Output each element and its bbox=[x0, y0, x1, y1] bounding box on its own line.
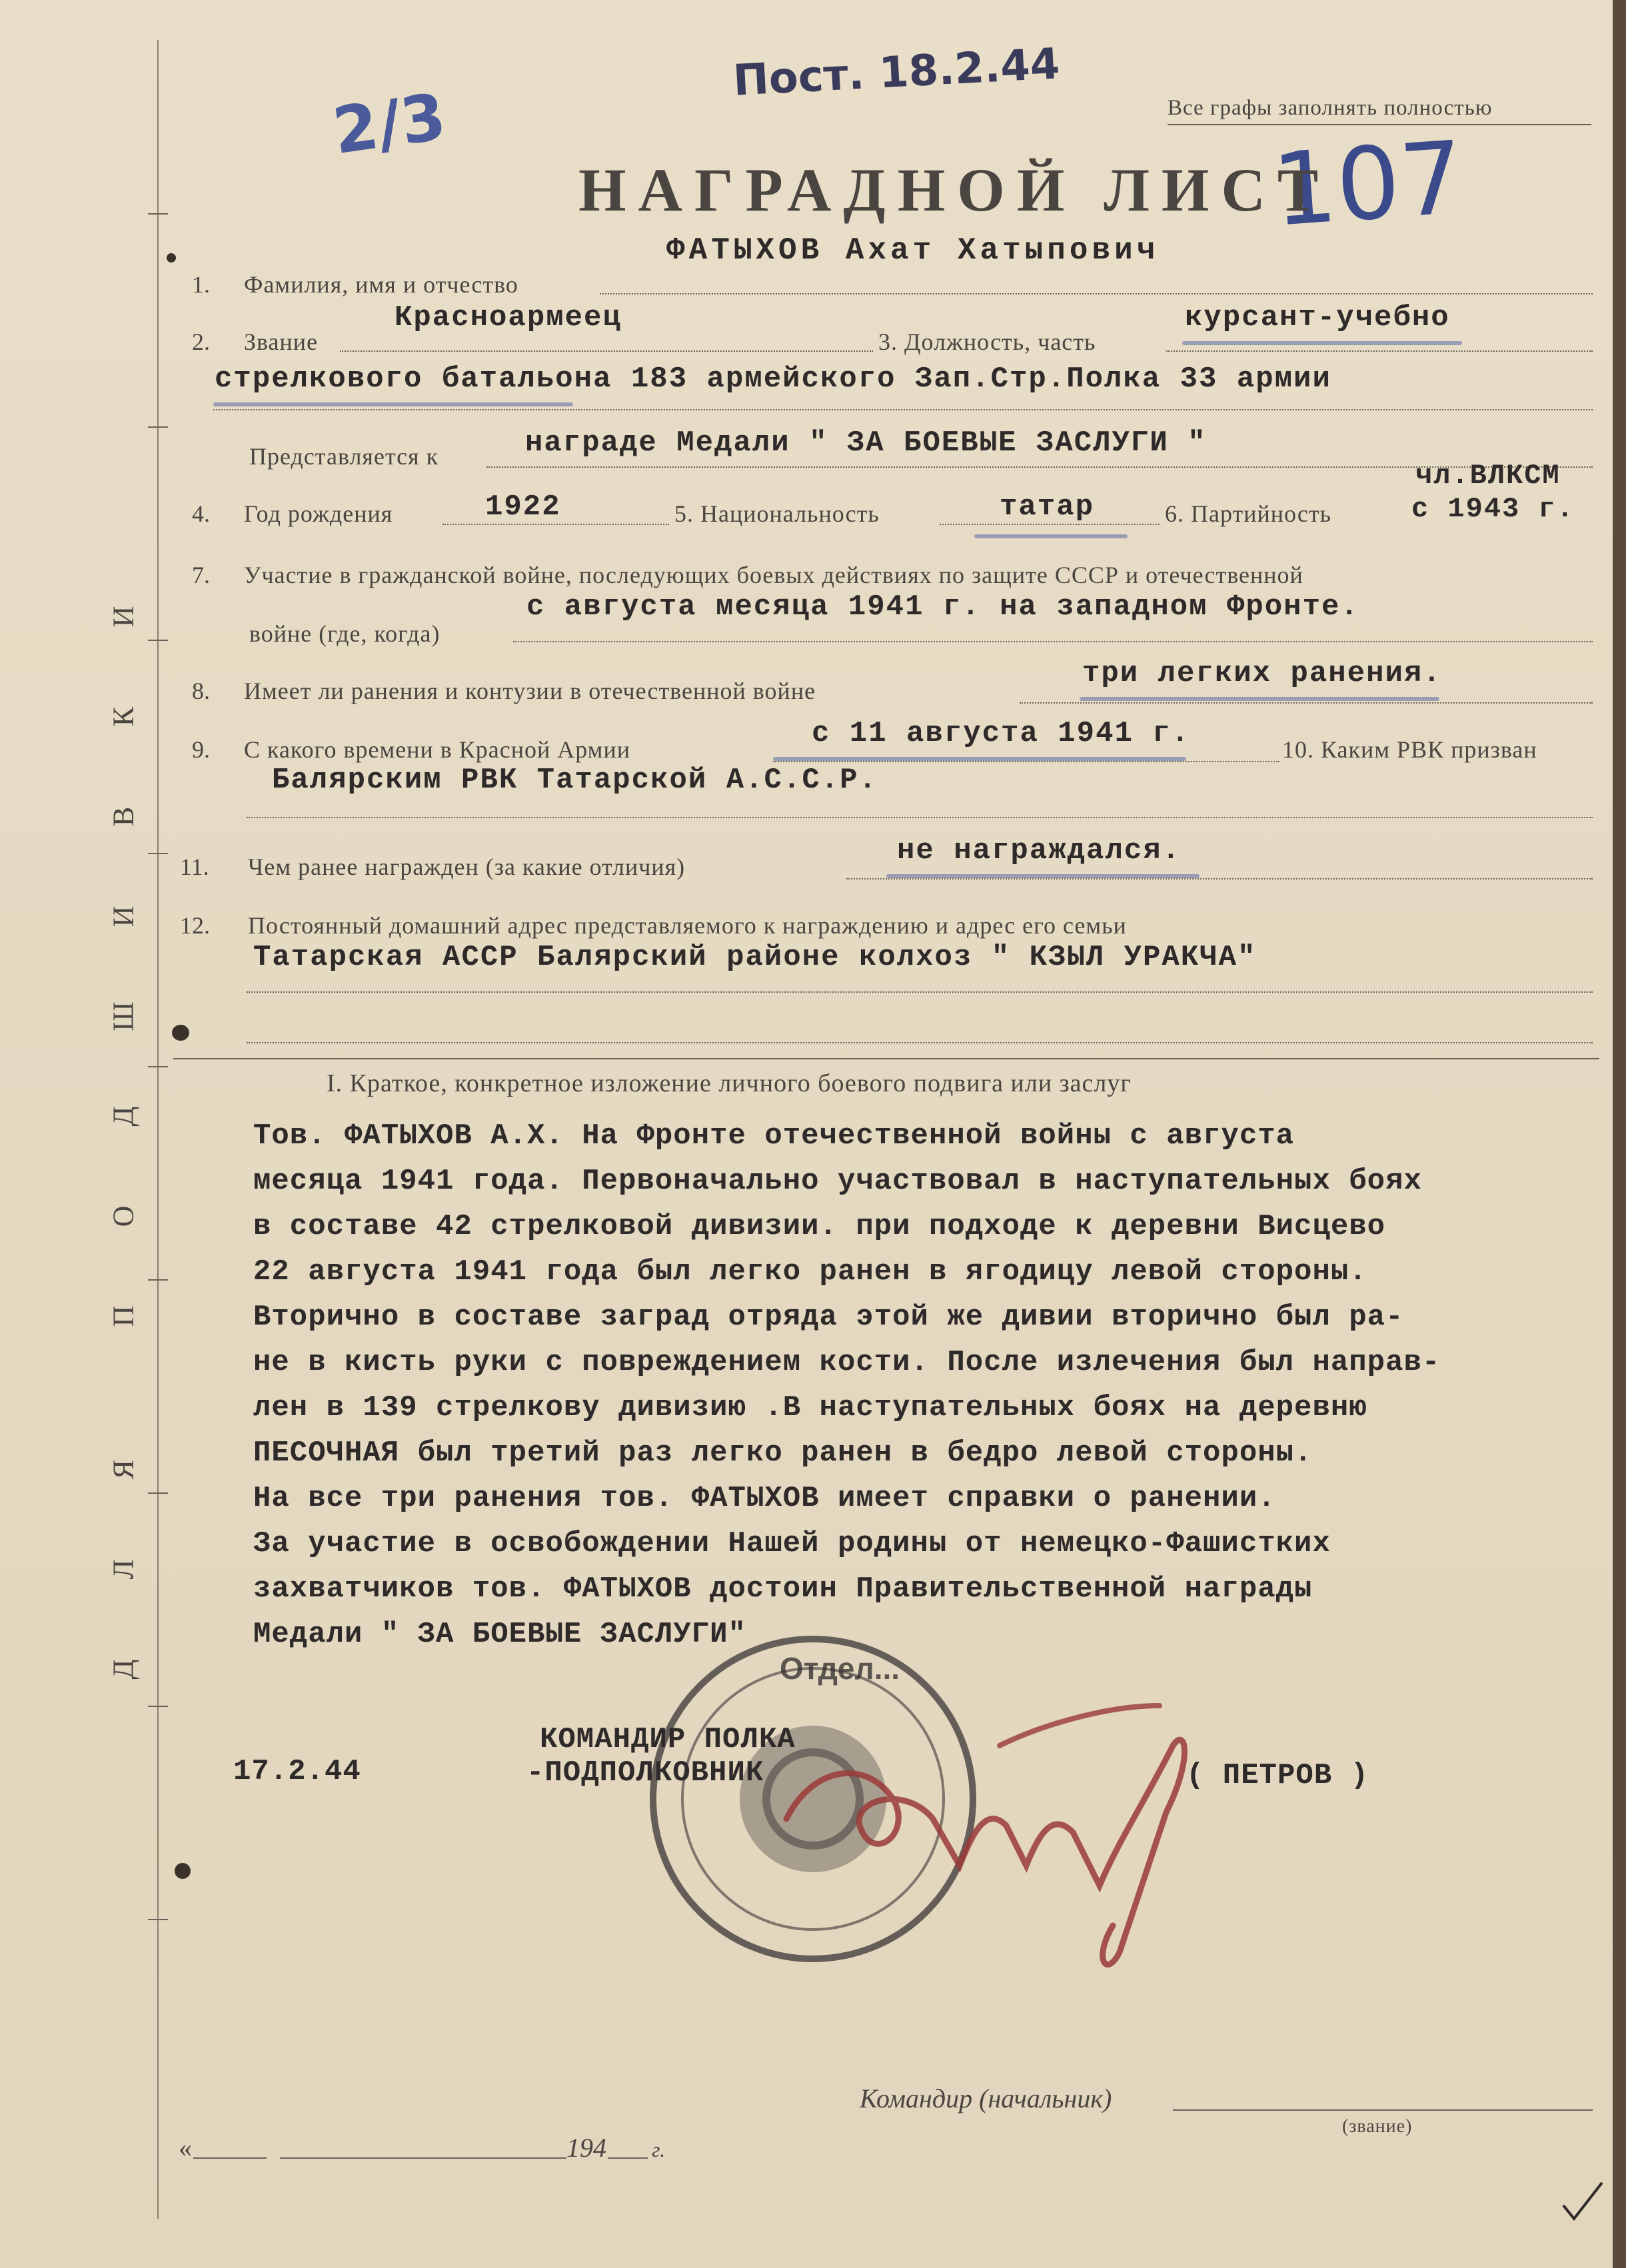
field-value-address: Татарская АССР Балярский районе колхоз " КЗЫЛ УРАКЧА" bbox=[253, 941, 1257, 974]
pencil-underline bbox=[213, 402, 573, 406]
field-label-participation: Участие в гражданской войне, последующих боевых действиях по защите СССР и отечественной bbox=[244, 562, 1303, 588]
field-label-name: Фамилия, имя и отчество bbox=[244, 271, 518, 298]
field-value-birth-year: 1922 bbox=[485, 490, 561, 524]
footer-date-quote: « bbox=[179, 2133, 193, 2163]
field-label-nationality: 5. Национальность bbox=[674, 500, 880, 527]
field-label-position: 3. Должность, часть bbox=[878, 328, 1096, 355]
field-value-service-since: с 11 августа 1941 г. bbox=[812, 717, 1191, 750]
summary-line: захватчиков тов. ФАТЫХОВ достоин Правительственной награды bbox=[253, 1572, 1313, 1606]
field-label-rank: Звание bbox=[244, 328, 319, 355]
summary-line: лен в 139 стрелкову дивизию .В наступательных боях на деревню bbox=[253, 1391, 1367, 1424]
field-number: 12. bbox=[180, 912, 210, 939]
field-label-wounds: Имеет ли ранения и контузии в отечественной войне bbox=[244, 678, 816, 704]
margin-tick bbox=[148, 1706, 168, 1707]
field-value-wounds: три легких ранения. bbox=[1082, 657, 1442, 690]
summary-line: На все три ранения тов. ФАТЫХОВ имеет справки о ранении. bbox=[253, 1482, 1276, 1515]
field-line bbox=[340, 350, 873, 352]
field-line bbox=[1020, 702, 1593, 704]
pencil-received-mark: Пост. 18.2.44 bbox=[732, 39, 1062, 106]
field-line bbox=[213, 409, 1593, 410]
field-number: 7. bbox=[192, 562, 210, 588]
field-number: 4. bbox=[192, 500, 210, 527]
field-label-draft-office: 10. Каким РВК призван bbox=[1282, 736, 1537, 763]
field-line bbox=[247, 991, 1593, 993]
instruction-underline bbox=[1168, 124, 1591, 125]
signer-name: ( ПЕТРОВ ) bbox=[1186, 1759, 1369, 1792]
field-number: 1. bbox=[192, 271, 210, 298]
signature-date: 17.2.44 bbox=[233, 1755, 361, 1788]
field-value-position-cont: стрелкового батальона 183 армейского Зап.Стр.Полка 33 армии bbox=[215, 362, 1331, 396]
field-number: 2. bbox=[192, 328, 210, 355]
summary-heading: I. Краткое, конкретное изложение личного боевого подвига или заслуг bbox=[327, 1069, 1132, 1097]
scan-edge bbox=[1613, 0, 1626, 2268]
pencil-number-mark: 107 bbox=[1269, 120, 1468, 249]
field-line bbox=[846, 878, 1593, 879]
field-label-address: Постоянный домашний адрес представляемого к награждению и адрес его семьи bbox=[248, 912, 1127, 939]
footer-rank-caption: (звание) bbox=[1342, 2116, 1413, 2137]
summary-line: в составе 42 стрелковой дивизии. при подходе к деревни Висцево bbox=[253, 1210, 1386, 1243]
field-value-participation: с августа месяца 1941 г. на западном Фронте. bbox=[526, 590, 1359, 624]
summary-line: не в кисть руки с повреждением кости. После излечения был направ- bbox=[253, 1346, 1441, 1379]
punch-hole bbox=[172, 1025, 189, 1041]
field-number: 9. bbox=[192, 736, 210, 763]
pencil-underline bbox=[974, 534, 1128, 538]
binding-margin-label: Д Л Я П О Д Ш И В К И bbox=[107, 606, 140, 1680]
margin-tick bbox=[148, 213, 168, 215]
field-value-award: награде Медали " ЗА БОЕВЫЕ ЗАСЛУГИ " bbox=[525, 426, 1207, 460]
summary-line: месяца 1941 года. Первоначально участвовал в наступательных боях bbox=[253, 1165, 1422, 1198]
field-number: 11. bbox=[180, 853, 209, 880]
field-label-party: 6. Партийность bbox=[1165, 500, 1332, 527]
binding-margin-line bbox=[157, 40, 159, 2219]
footer-year-prefix: 194 bbox=[566, 2133, 606, 2163]
field-value-nationality: татар bbox=[1000, 490, 1095, 524]
field-value-party: чл.ВЛКСМ bbox=[1415, 460, 1561, 492]
punch-hole bbox=[175, 1863, 191, 1879]
margin-tick bbox=[148, 1066, 168, 1067]
commander-title: КОМАНДИР ПОЛКА bbox=[540, 1723, 796, 1756]
field-label-participation-2: войне (где, когда) bbox=[249, 620, 440, 647]
field-line bbox=[773, 761, 1279, 762]
fill-instruction: Все графы заполнять полностью bbox=[1168, 96, 1493, 120]
commander-rank: -ПОДПОЛКОВНИК bbox=[526, 1756, 764, 1790]
field-label-birth-year: Год рождения bbox=[244, 500, 393, 527]
summary-line: Медали " ЗА БОЕВЫЕ ЗАСЛУГИ" bbox=[253, 1618, 746, 1651]
field-label-prior-awards: Чем ранее награжден (за какие отличия) bbox=[248, 853, 686, 880]
pencil-underline bbox=[1182, 341, 1462, 345]
margin-tick bbox=[148, 426, 168, 428]
pencil-fraction-mark: 2/3 bbox=[329, 79, 450, 169]
summary-line: 22 августа 1941 года был легко ранен в ягодицу левой стороны. bbox=[253, 1255, 1367, 1289]
footer-year-line bbox=[608, 2157, 648, 2159]
field-value-draft-office: Балярским РВК Татарской А.С.С.Р. bbox=[272, 764, 878, 797]
field-number: 8. bbox=[192, 678, 210, 704]
summary-line: За участие в освобождении Нашей родины от немецко-Фашистких bbox=[253, 1527, 1331, 1560]
margin-tick bbox=[148, 1492, 168, 1494]
summary-line: Вторично в составе заград отряда этой же дивии вторично был ра- bbox=[253, 1301, 1404, 1334]
stamp-text: Отдел... bbox=[780, 1651, 900, 1686]
handwritten-signature bbox=[760, 1666, 1239, 2012]
footer-commander-label: Командир (начальник) bbox=[860, 2083, 1112, 2113]
field-label-presented: Представляется к bbox=[249, 443, 439, 470]
summary-line: Тов. ФАТЫХОВ А.Х. На Фронте отечественной войны с августа bbox=[253, 1119, 1295, 1153]
field-value-prior-awards: не награждался. bbox=[897, 834, 1182, 867]
margin-tick bbox=[148, 1279, 168, 1281]
field-value-party-since: с 1943 г. bbox=[1411, 493, 1575, 525]
margin-tick bbox=[148, 853, 168, 854]
footer-month-line bbox=[280, 2157, 566, 2159]
document-title: НАГРАДНОЙ ЛИСТ bbox=[578, 156, 1331, 224]
field-line bbox=[1166, 350, 1593, 352]
field-line bbox=[442, 524, 669, 525]
field-line bbox=[247, 1042, 1593, 1043]
field-line bbox=[513, 641, 1593, 642]
check-mark bbox=[1559, 2179, 1606, 2225]
footer-commander-line bbox=[1173, 2109, 1593, 2111]
section-divider bbox=[173, 1058, 1599, 1059]
recipient-full-name: ФАТЫХОВ Ахат Хатыпович bbox=[666, 233, 1160, 268]
margin-tick bbox=[148, 640, 168, 641]
field-value-position: курсант-учебно bbox=[1185, 301, 1450, 334]
margin-tick bbox=[148, 1919, 168, 1920]
field-line bbox=[247, 817, 1593, 818]
summary-line: ПЕСОЧНАЯ был третий раз легко ранен в бедро левой стороны. bbox=[253, 1436, 1313, 1470]
field-line bbox=[600, 293, 1593, 294]
field-label-service-since: С какого времени в Красной Армии bbox=[244, 736, 630, 763]
field-line bbox=[940, 524, 1160, 525]
punch-hole bbox=[167, 253, 176, 263]
pencil-underline bbox=[1080, 697, 1439, 701]
field-value-rank: Красноармеец bbox=[395, 301, 622, 334]
footer-year-suffix: г. bbox=[652, 2137, 666, 2161]
footer-day-line bbox=[193, 2157, 267, 2159]
